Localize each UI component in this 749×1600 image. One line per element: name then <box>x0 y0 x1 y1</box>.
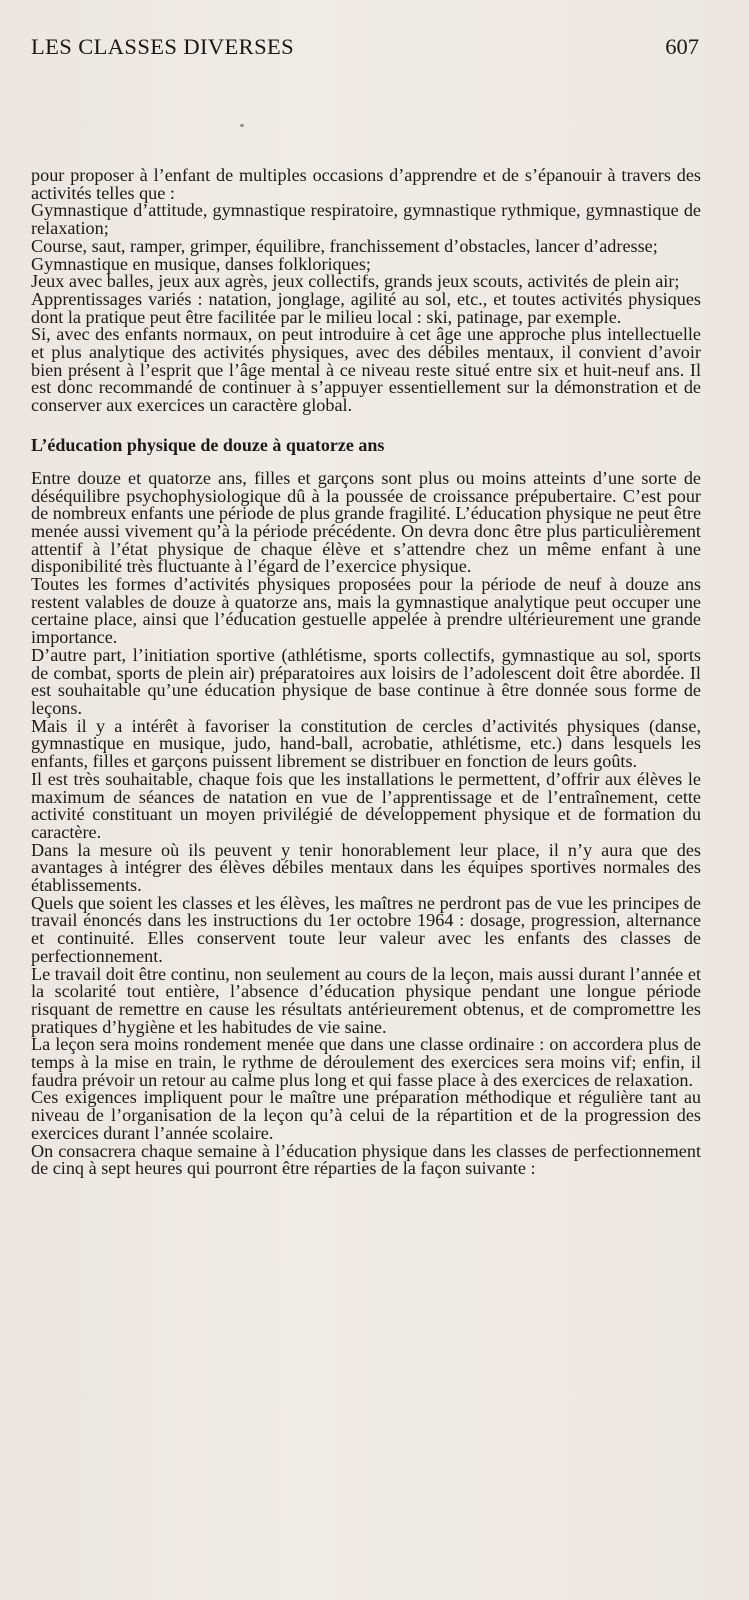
paragraph-enfants-normaux: Si, avec des enfants normaux, on peut introduire à cet âge une approche plus intellectuelle et plus analytique des activités physiques, avec des débiles mentaux, il convient d’avoir bien présent à l’esprit que l’âge mental à ce niveau reste situé entre six et huit-neuf ans. Il est donc recommandé de continuer à s’appuyer essentiellement sur la démonstration et de conserver aux exercices un caractère global. <box>31 324 701 416</box>
paragraph-heures: On consacrera chaque semaine à l’éducation physique dans les classes de perfectionnement de cinq à sept heures qui pourront être réparties de la façon suivante : <box>31 1140 701 1179</box>
page-number: 607 <box>665 34 699 59</box>
paragraph-travail-continu: Le travail doit être continu, non seulement au cours de la leçon, mais aussi durant l’année et la scolarité tout entière, l’absence d’éducation physique pendant une longue période risquant de remettre en cause les résultats antérieurement obtenus, et de compromettre les pratiques d’hygiène et les habitudes de vie saine. <box>31 963 701 1037</box>
paragraph-apprentissages: Apprentissages variés : natation, jonglage, agilité au sol, etc., et toutes activités physiques dont la pratique peut être facilitée par le milieu local : ski, patinage, par exemple. <box>31 288 701 327</box>
paragraph-lecon: La leçon sera moins rondement menée que dans une classe ordinaire : on accordera plus de temps à la mise en train, le rythme de déroulement des exercices sera moins vif; enfin, il faudra prévoir un retour au calme plus long et qui fasse place à des exercices de relaxation. <box>31 1034 701 1090</box>
running-head-title: LES CLASSES DIVERSES <box>31 34 295 59</box>
running-head <box>31 34 699 64</box>
paragraph-course-saut: Course, saut, ramper, grimper, équilibre, franchissement d’obstacles, lancer d’adresse; <box>31 235 658 256</box>
paragraph-douze-quatorze: Entre douze et quatorze ans, filles et garçons sont plus ou moins atteints d’une sorte de déséquilibre psychophysiologique dû à la poussée de croissance prépubertaire. C’est pour de nombreux enfants une période de plus grande fragilité. L’éducation physique ne peut être menée aussi vivement qu’à la période précédente. On devra donc être plus particulièrement attentif à l’état physique de chaque élève et s’attendre chez un même enfant à une disponibilité très fluctuante à l’égard de l’exercice physique. <box>31 467 702 577</box>
paper-speck <box>240 124 244 127</box>
paragraph-initiation-sportive: D’autre part, l’initiation sportive (athlétisme, sports collectifs, gymnastique au sol, sports de combat, sports de plein air) préparatoires aux loisirs de l’adolescent doit être abordée. Il est souhaitable qu’une éducation physique de base continue à être donnée sous forme de leçons. <box>31 644 701 718</box>
paragraph-natation: Il est très souhaitable, chaque fois que les installations le permettent, d’offrir aux élèves le maximum de séances de natation en vue de l’apprentissage et de l’entraînement, cette activité constituant un moyen privilégié de développement physique et de formation du caractère. <box>31 768 701 842</box>
paragraph-integration: Dans la mesure où ils peuvent y tenir honorablement leur place, il n’y aura que des avantages à intégrer des élèves débiles mentaux dans les équipes sportives normales des établissements. <box>31 839 701 896</box>
paragraph-jeux: Jeux avec balles, jeux aux agrès, jeux collectifs, grands jeux scouts, activités de plein air; <box>31 271 680 292</box>
paragraph-exigences: Ces exigences impliquent pour le maître une préparation méthodique et régulière tant au niveau de l’organisation de la leçon qu’à celui de la répartition et de la progression des exercices durant l’année scolaire. <box>31 1087 701 1143</box>
paragraph-gymnastique-musique: Gymnastique en musique, danses folkloriques; <box>31 253 371 274</box>
paragraph-principes: Quels que soient les classes et les élèves, les maîtres ne perdront pas de vue les principes de travail énoncés dans les instructions du 1er octobre 1964 : dosage, progression, alternance et continuité. Elles conservent toute leur valeur avec les enfants des classes de perfectionnement. <box>31 892 701 966</box>
section-heading: L’éducation physique de douze à quatorze ans <box>31 434 385 455</box>
paragraph-cercles: Mais il y a intérêt à favoriser la constitution de cercles d’activités physiques (danse, gymnastique en musique, judo, hand-ball, acrobatie, athlétisme, etc.) dans lesquels les enfants, filles et garçons puissent librement se distribuer en fonction de leurs goûts. <box>31 715 701 772</box>
paragraph-formes-activites: Toutes les formes d’activités physiques proposées pour la période de neuf à douze ans restent valables de douze à quatorze ans, mais la gymnastique analytique peut occuper une certaine place, ainsi que l’éducation gestuelle appelée à prendre ultérieurement une grande importance. <box>31 574 701 648</box>
paragraph-activities-intro: pour proposer à l’enfant de multiples occasions d’apprendre et de s’épanouir à travers des activités telles que : <box>31 165 701 203</box>
paragraph-gymnastique-attitude: Gymnastique d’attitude, gymnastique respiratoire, gymnastique rythmique, gymnastique de relaxation; <box>31 200 701 239</box>
body-text <box>31 167 701 1178</box>
